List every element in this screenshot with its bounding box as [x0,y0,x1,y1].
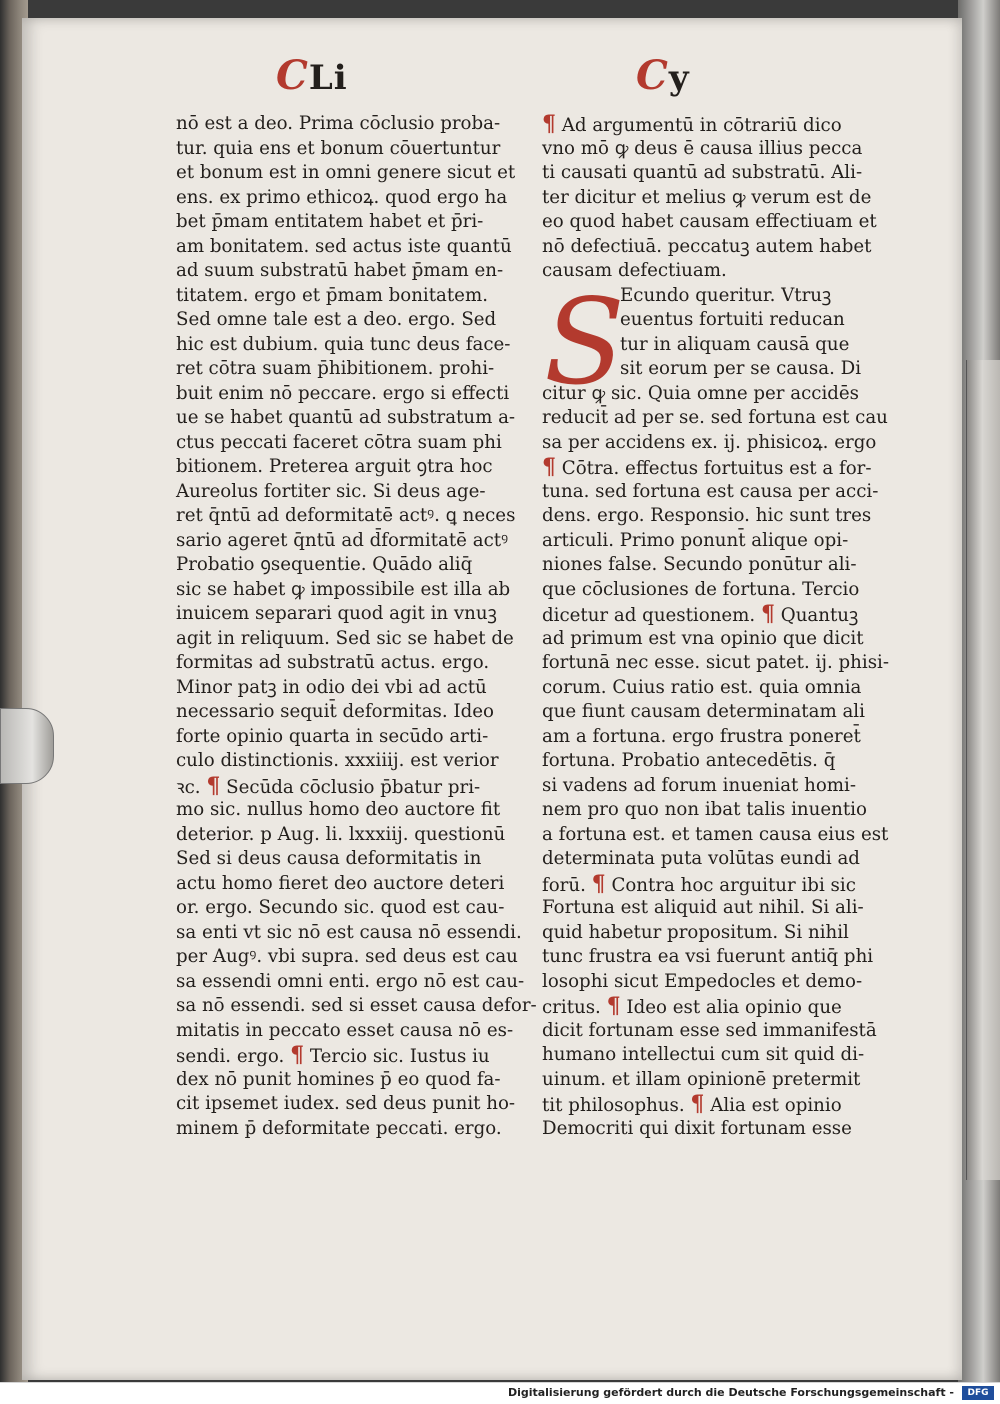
right-column-indented-line: tur in aliquam causā que [620,333,850,355]
left-column-line: mo sic. nullus homo deo auctore fit [176,799,501,820]
left-column-line: ret cōtra suam p̄hibitionem. prohi- [176,358,495,379]
right-column-indented-line: euentus fortuiti reducan [620,309,845,330]
left-column-line: sario ageret q̄ntū ad d̄formitatē actꝰ [176,529,509,551]
text-column-left [176,112,537,1141]
left-column-line: Probatio ꝯsequentie. Quādo aliq̄ [176,554,473,575]
left-column-line: sa nō essendi. sed si esset causa defor- [176,995,537,1016]
right-column-line: reducit̄ ad per se. sed fortuna est cau [542,407,888,428]
right-column-line: dicetur ad questionem. ¶ Quantuꝫ [542,601,859,627]
book-clasp [0,708,54,784]
left-column-line: per Augꝰ. vbi supra. sed deus est cau [176,946,518,967]
right-column-top-line: ¶ Ad argumentū in cōtrariū dico [542,111,842,137]
left-column-line: bitionem. Preterea arguit ꝯtra hoc [176,456,493,477]
right-column-line: uinum. et illam opinionē pretermit [542,1068,861,1090]
rubric-mark: ¶ [761,601,775,627]
left-column-line: ꝛc. ¶ Secūda cōclusio p̄batur pri- [176,772,481,799]
rubric-mark: ¶ [542,454,556,480]
left-column-line: mitatis in peccato esset causa nō es- [176,1019,514,1041]
left-column-line: necessario sequit̄ deformitas. Ideo [176,701,494,722]
left-column-line: ens. ex primo ethicoꝝ. quod ergo ha [176,186,508,208]
headline-left [276,52,348,99]
left-column-line: minem p̄ deformitate peccati. ergo. [176,1117,502,1139]
left-column-line: nō est a deo. Prima cōclusio proba- [176,113,501,134]
right-column-line: am a fortuna. ergo frustra poneret̄ [542,725,861,747]
right-column-top-line: ter dicitur et melius ꝙ verum est de [542,186,872,208]
left-column-line: inuicem separari quod agit in vnuꝫ [176,603,497,624]
right-column-top-line: eo quod habet causam effectiuam et [542,211,877,232]
right-column-line: losophi sicut Empedocles et demo- [542,970,863,992]
right-column-line: tuna. sed fortuna est causa per acci- [542,480,879,502]
right-column-line: fortuna. Probatio antecedētis. q̄ [542,750,836,771]
headline-left-text: Li [308,58,348,98]
footer-bar [0,1382,1000,1404]
left-column-line: deterior. p Aug. li. lxxxiij. questionū [176,823,506,845]
rubric-mark: ¶ [542,111,556,137]
rubric-mark: ¶ [606,993,621,1019]
left-column-line: formitas ad substratū actus. ergo. [176,652,490,673]
left-column-line: sa enti vt sic nō est causa nō essendi. [176,921,522,943]
right-column-line: Democriti qui dixit fortunam esse [542,1117,852,1139]
text-column-right [542,112,887,1141]
headline-right-text: y [668,58,690,98]
right-column-top-line: vno mō ꝙ deus ē causa illius pecca [542,137,863,159]
left-column-line: et bonum est in omni genere sicut et [176,162,516,183]
right-column-top-line: nō defectiuā. peccatuꝫ autem habet [542,235,872,257]
left-column-line: Sed si deus causa deformitatis in [176,848,482,869]
left-column-line: culo distinctionis. xxxiiij. est verior [176,750,499,771]
left-column-line: titatem. ergo et p̄mam bonitatem. [176,284,488,306]
left-column-line: Minor patꝫ in odio dei vbi ad actū [176,676,487,698]
facing-page-edge [966,360,1000,1180]
rubric-mark: ¶ [690,1091,705,1117]
right-column-indented-line: Ecundo queritur. Vtruꝫ [620,284,832,306]
right-column-line: que fiunt causam determinatam ali [542,701,865,722]
rubric-mark: ¶ [290,1042,305,1068]
left-column-line: or. ergo. Secundo sic. quod est cau- [176,897,505,918]
headline-left-initial: C [276,52,309,99]
left-column-line: am bonitatem. sed actus iste quantū [176,235,512,257]
right-column-indented-line: sit eorum per se causa. Di [620,358,862,379]
left-column-line: Aureolus fortiter sic. Si deus age- [176,480,486,502]
right-column-line: articuli. Primo ponunt̄ alique opi- [542,529,849,551]
right-column-line: quid habetur propositum. Si nihil [542,921,849,943]
left-column-line: bet p̄mam entitatem habet et p̄ri- [176,211,484,232]
right-column-top-line: causam defectiuam. [542,260,727,281]
left-column-line: sa essendi omni enti. ergo nō est cau- [176,970,525,992]
left-column-line: sendi. ergo. ¶ Tercio sic. Iustus iu [176,1042,490,1068]
left-column-line: sic se habet ꝙ impossibile est illa ab [176,578,511,600]
right-column-line: forū. ¶ Contra hoc arguitur ibi sic [542,870,856,897]
right-column-line: humano intellectui cum sit quid di- [542,1044,865,1065]
left-column-line: agit in reliquum. Sed sic se habet de [176,627,514,649]
rubric-mark: ¶ [591,870,606,897]
left-column-line: tur. quia ens et bonum cōuertuntur [176,137,501,159]
right-column-line: niones false. Secundo ponūtur ali- [542,554,857,575]
left-column-line: dex nō punit homines p̄ eo quod fa- [176,1068,501,1090]
left-column-line: hic est dubium. quia tunc deus face- [176,333,511,355]
right-column-line: dicit fortunam esse sed immanifestā [542,1019,877,1041]
left-column-line: ctus peccati faceret cōtra suam phi [176,431,502,453]
left-column-line: buit enim nō peccare. ergo si effecti [176,382,510,404]
headline-right-initial: C [636,52,669,99]
left-column-line: cit ipsemet iudex. sed deus punit ho- [176,1093,516,1114]
right-column-line: citur ꝙ sic. Quia omne per accidēs [542,382,860,404]
right-column-line: ¶ Cōtra. effectus fortuitus est a for- [542,454,872,480]
left-column-line: ue se habet quantū ad substratum a- [176,407,516,428]
footer-credit: Digitalisierung gefördert durch die Deutsche Forschungsgemeinschaft - [507,1386,954,1399]
right-column-line: determinata puta volūtas eundi ad [542,848,860,869]
right-column-line: ad primum est vna opinio que dicit [542,627,864,649]
left-column-line: ad suum substratū habet p̄mam en- [176,260,504,281]
right-column-top-block [542,112,887,284]
right-column-line: tunc frustra ea vsi fuerunt antiq̄ phi [542,946,874,967]
right-column-line: corum. Cuius ratio est. quia omnia [542,676,862,698]
right-column-line: sa per accidens ex. ij. phisicoꝝ. ergo [542,431,877,453]
right-column-line: fortunā nec esse. sicut patet. ij. phisi- [542,652,889,673]
right-column-line: tit philosophus. ¶ Alia est opinio [542,1091,842,1117]
drop-cap: S [544,273,625,411]
right-column-top-line: ti causati quantū ad substratū. Ali- [542,162,863,183]
right-column-line: a fortuna est. et tamen causa eius est [542,823,889,845]
dfg-logo: DFG [962,1386,994,1400]
right-column-line: critus. ¶ Ideo est alia opinio que [542,993,842,1019]
right-column-line: si vadens ad forum inueniat homi- [542,774,857,796]
right-column-line: que cōclusiones de fortuna. Tercio [542,578,860,600]
left-column-line: forte opinio quarta in secūdo arti- [176,725,489,747]
right-column-line: nem pro quo non ibat talis inuentio [542,799,867,820]
right-column-main-block [542,382,887,1142]
rubric-mark: ¶ [206,772,221,799]
headline-right [636,52,690,99]
right-column-line: dens. ergo. Responsio. hic sunt tres [542,505,872,526]
left-column-line: ret q̄ntū ad deformitatē actꝰ. ꝗ neces [176,505,516,526]
left-column-line: actu homo fieret deo auctore deteri [176,872,505,894]
right-column-line: Fortuna est aliquid aut nihil. Si ali- [542,897,864,918]
left-column-line: Sed omne tale est a deo. ergo. Sed [176,309,497,330]
